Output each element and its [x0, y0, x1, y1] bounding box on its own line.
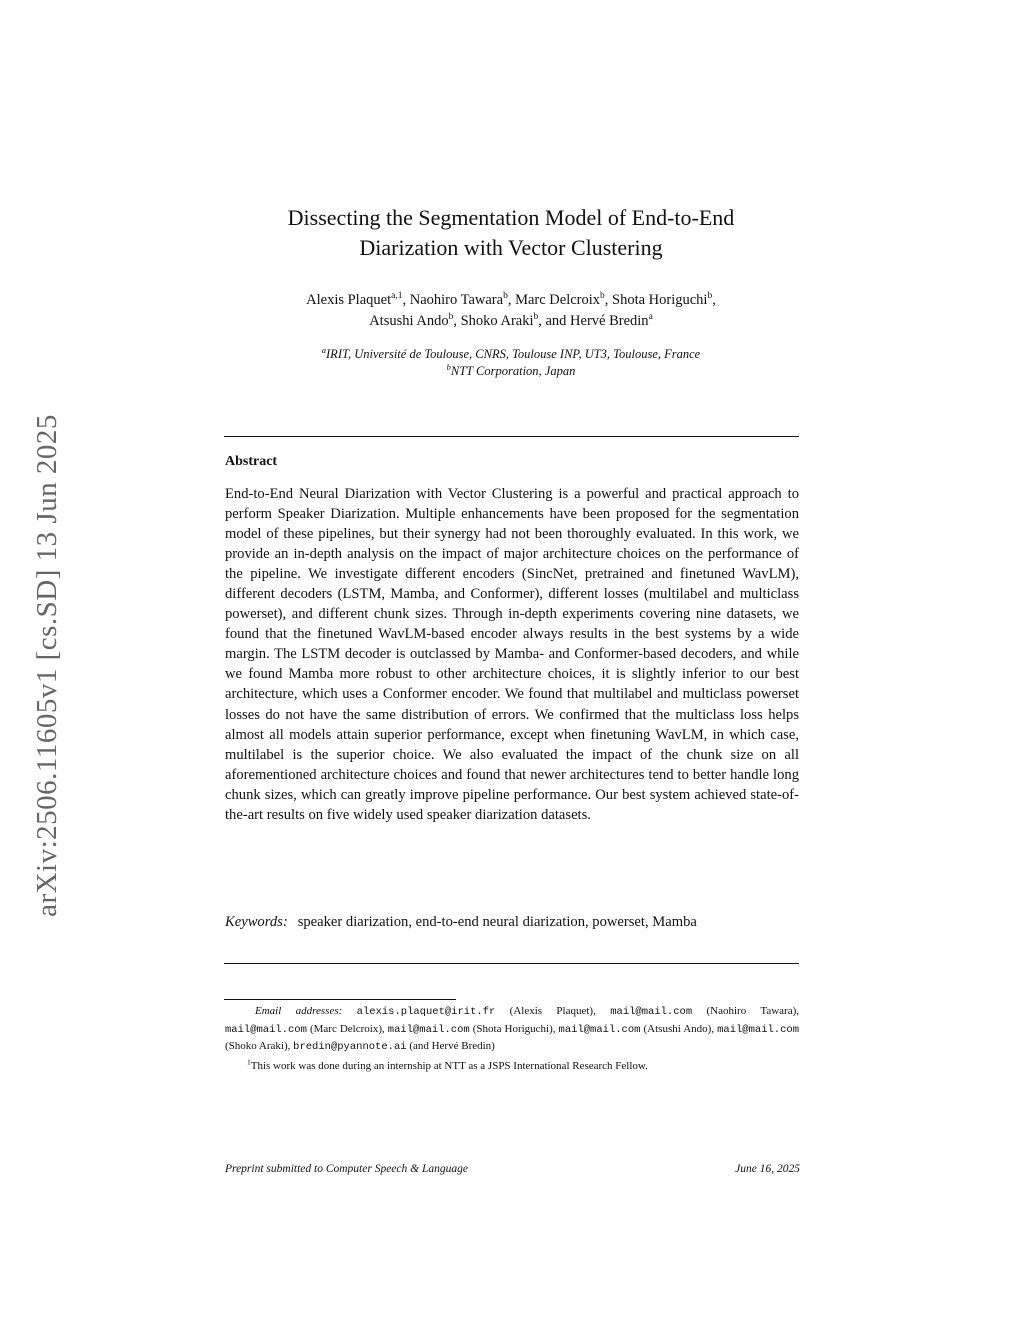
email-owner: (Marc Delcroix) — [309, 1022, 383, 1035]
email-link[interactable]: mail@mail.com — [558, 1023, 641, 1036]
author-line-2 — [222, 311, 800, 332]
footer-date: June 16, 2025 — [735, 1163, 800, 1175]
email-separator: , — [796, 1005, 800, 1017]
email-link[interactable]: alexis.plaquet@irit.fr — [356, 1006, 496, 1018]
author-affil-mark: b — [448, 312, 454, 323]
email-owner: (Naohiro Tawara) — [706, 1005, 797, 1017]
footnote-1-text: This work was done during an internship at NTT as a JSPS International Research Fellow. — [250, 1059, 648, 1072]
author-affil-mark: b — [707, 291, 713, 302]
keywords-text: speaker diarization, end-to-end neural diarization, powerset, Mamba — [297, 914, 697, 930]
email-owner: (Alexis Plaquet) — [509, 1005, 594, 1017]
author-name: Alexis Plaquet — [306, 292, 392, 308]
author-affil-mark: a,1 — [391, 291, 403, 302]
email-footnote — [225, 1003, 799, 1056]
author-list — [222, 290, 800, 332]
abstract-body: End-to-End Neural Diarization with Vector Clustering is a powerful and practical approach to perform Speaker Diarization. Multiple enhancements have been proposed for the segmentation model of these pipelines, but their synergy had not been thoroughly evaluated. In this work, we provide an in-depth analysis on the impact of major architecture choices on the performance of the pipeline. We investigate different encoders (SincNet, pretrained and finetuned WavLM), different decoders (LSTM, Mamba, and Conformer), different losses (multilabel and multiclass powerset), and different chunk sizes. Through in-depth experiments covering nine datasets, we found that the finetuned WavLM-based encoder always results in the best systems by a wide margin. The LSTM decoder is outclassed by Mamba- and Conformer-based decoders, and while we found Mamba more robust to other architecture choices, it is slightly inferior to our best architecture, which uses a Conformer encoder. We found that multilabel and multiclass powerset losses do not have the same distribution of errors. We confirmed that the multiclass loss helps almost all models attain superior performance, except when finetuning WavLM, in which case, multilabel is the superior choice. We also evaluated the impact of the chunk size on all aforementioned architecture choices and found that newer architectures tend to better handle long chunk sizes, which can greatly improve pipeline performance. Our best system achieved state-of-the-art results on five widely used speaker diarization datasets. — [225, 486, 799, 823]
author-name: Hervé Bredin — [570, 313, 649, 329]
email-link[interactable]: mail@mail.com — [717, 1023, 800, 1036]
author-affil-mark: a — [648, 312, 653, 323]
footnotes — [225, 1003, 799, 1074]
title-line-1: Dissecting the Segmentation Model of End-to-End — [287, 205, 735, 230]
author-name: Atsushi Ando — [369, 313, 449, 329]
affiliation-text: IRIT, Université de Toulouse, CNRS, Toulouse INP, UT3, Toulouse, France — [326, 347, 701, 361]
affiliation-a — [222, 346, 800, 363]
email-separator: , — [552, 1022, 559, 1035]
email-owner: (Atsushi Ando) — [643, 1022, 712, 1035]
footnote-mark: 1 — [247, 1056, 251, 1066]
affiliation-text: NTT Corporation, Japan — [450, 364, 576, 378]
footnote-rule — [224, 999, 456, 1000]
author-separator: , — [453, 313, 461, 329]
author-name: Marc Delcroix — [515, 292, 601, 308]
author-separator: , — [402, 292, 410, 308]
footnote-1 — [225, 1058, 799, 1075]
keywords — [225, 912, 799, 932]
author-affil-mark: b — [600, 291, 605, 302]
email-link[interactable]: mail@mail.com — [387, 1023, 470, 1036]
email-separator: , — [287, 1040, 294, 1052]
affiliations — [222, 346, 800, 380]
author-separator: , — [712, 292, 716, 308]
email-link[interactable]: bredin@pyannote.ai — [293, 1041, 407, 1053]
email-separator: , — [382, 1022, 388, 1035]
author-name: Shota Horiguchi — [612, 292, 708, 308]
email-owner: (and Hervé Bredin) — [409, 1040, 495, 1052]
email-separator: , — [593, 1005, 611, 1017]
title-line-2: Diarization with Vector Clustering — [359, 235, 663, 260]
arxiv-identifier[interactable]: arXiv:2506.11605v1 [cs.SD] 13 Jun 2025 — [30, 413, 63, 917]
affiliation-b — [222, 363, 800, 380]
author-separator: , — [507, 292, 516, 308]
author-name: Shoko Araki — [460, 313, 534, 329]
abstract-bottom-rule — [224, 963, 799, 964]
author-affil-mark: b — [533, 312, 539, 323]
paper-title — [222, 203, 800, 263]
email-owner: (Shoko Araki) — [225, 1040, 288, 1052]
keywords-label: Keywords: — [225, 914, 288, 930]
author-separator: , — [604, 292, 613, 308]
email-owner: (Shota Horiguchi) — [472, 1022, 553, 1035]
author-name: Naohiro Tawara — [409, 292, 504, 308]
abstract-heading: Abstract — [225, 454, 278, 469]
arxiv-stamp — [30, 375, 63, 955]
affiliation-mark: a — [321, 344, 327, 355]
author-affil-mark: b — [503, 291, 508, 302]
author-line-1 — [222, 290, 800, 311]
email-label: Email addresses: — [255, 1005, 343, 1017]
email-link[interactable]: mail@mail.com — [610, 1006, 693, 1018]
email-separator: , — [711, 1022, 718, 1035]
footer-preprint-note: Preprint submitted to Computer Speech & Language — [225, 1163, 468, 1175]
email-link[interactable]: mail@mail.com — [225, 1023, 307, 1036]
abstract-top-rule — [224, 436, 799, 437]
author-separator: , and — [538, 313, 571, 329]
affiliation-mark: b — [446, 361, 451, 372]
